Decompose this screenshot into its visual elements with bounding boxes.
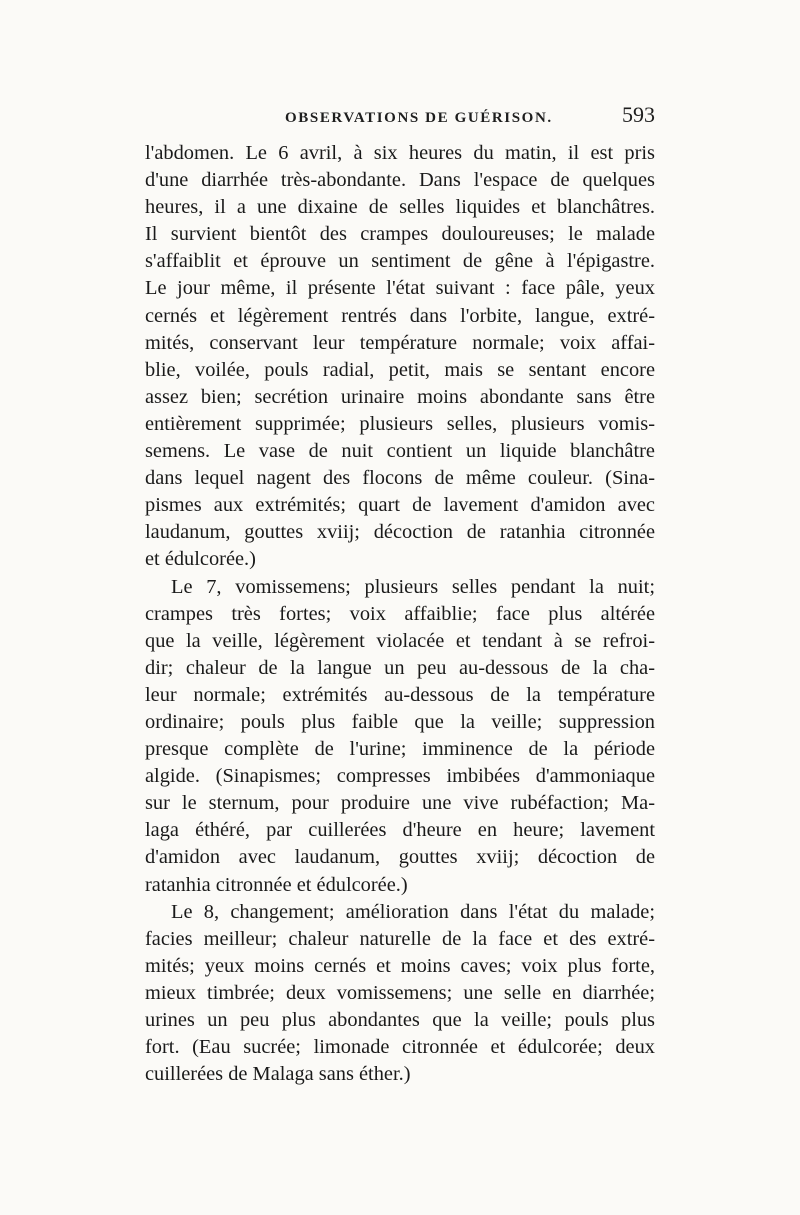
paragraph-start-line: Le 8, changement; amélioration dans l'état du malade;: [171, 900, 655, 923]
text-line: crampes très fortes; voix affaiblie; face plus altérée: [145, 602, 655, 625]
text-line: assez bien; secrétion urinaire moins abondante sans être: [145, 385, 655, 408]
text-line: pismes aux extrémités; quart de lavement d'amidon avec: [145, 494, 655, 517]
text-line: entièrement supprimée; plusieurs selles, plusieurs vomis-: [145, 412, 655, 435]
paragraph-end-line: et édulcorée.): [145, 548, 256, 571]
text-line: dans lequel nagent des flocons de même couleur. (Sina-: [145, 467, 655, 490]
text-line: cernés et légèrement rentrés dans l'orbite, langue, extré-: [145, 304, 655, 327]
text-line: ordinaire; pouls plus faible que la veille; suppression: [145, 710, 655, 733]
text-line: presque complète de l'urine; imminence de la période: [145, 738, 655, 761]
text-line: mités; yeux moins cernés et moins caves; voix plus forte,: [145, 954, 655, 977]
text-line: dir; chaleur de la langue un peu au-dessous de la cha-: [145, 656, 655, 679]
text-line: laudanum, gouttes xviij; décoction de ratanhia citronnée: [145, 521, 655, 544]
page-header: [145, 102, 655, 138]
text-line: blie, voilée, pouls radial, petit, mais se sentant encore: [145, 358, 655, 381]
text-line: heures, il a une dixaine de selles liquides et blanchâtres.: [145, 196, 655, 219]
page-number: 593: [622, 102, 655, 127]
text-line: fort. (Eau sucrée; limonade citronnée et édulcorée; deux: [145, 1036, 655, 1059]
text-line: d'amidon avec laudanum, gouttes xviij; décoction de: [145, 846, 655, 869]
text-line: mités, conservant leur température normale; voix affai-: [145, 331, 655, 354]
text-line: mieux timbrée; deux vomissemens; une selle en diarrhée;: [145, 981, 655, 1004]
text-line: laga éthéré, par cuillerées d'heure en heure; lavement: [145, 819, 655, 842]
text-line: sur le sternum, pour produire une vive rubéfaction; Ma-: [145, 792, 655, 815]
text-line: algide. (Sinapismes; compresses imbibées d'ammoniaque: [145, 765, 655, 788]
text-line: leur normale; extrémités au-dessous de la température: [145, 683, 655, 706]
text-line: urines un peu plus abondantes que la veille; pouls plus: [145, 1009, 655, 1031]
text-line: facies meilleur; chaleur naturelle de la face et des extré-: [145, 927, 655, 950]
body-text: [145, 140, 655, 1088]
running-head: OBSERVATIONS DE GUÉRISON.: [285, 110, 553, 126]
text-line: que la veille, légèrement violacée et tendant à se refroi-: [145, 629, 655, 652]
text-line: d'une diarrhée très-abondante. Dans l'espace de quelques: [145, 169, 655, 192]
text-line: semens. Le vase de nuit contient un liquide blanchâtre: [145, 440, 655, 463]
paragraph-end-line: ratanhia citronnée et édulcorée.): [145, 873, 408, 896]
text-line: Il survient bientôt des crampes douloureuses; le malade: [145, 223, 655, 246]
text-line: Le jour même, il présente l'état suivant : face pâle, yeux: [145, 277, 655, 300]
text-line: s'affaiblit et éprouve un sentiment de gêne à l'épigastre.: [145, 250, 655, 273]
paragraph-start-line: Le 7, vomissemens; plusieurs selles pendant la nuit;: [171, 575, 655, 598]
text-line: l'abdomen. Le 6 avril, à six heures du matin, il est pris: [145, 142, 655, 164]
paragraph-end-line: cuillerées de Malaga sans éther.): [145, 1063, 411, 1086]
